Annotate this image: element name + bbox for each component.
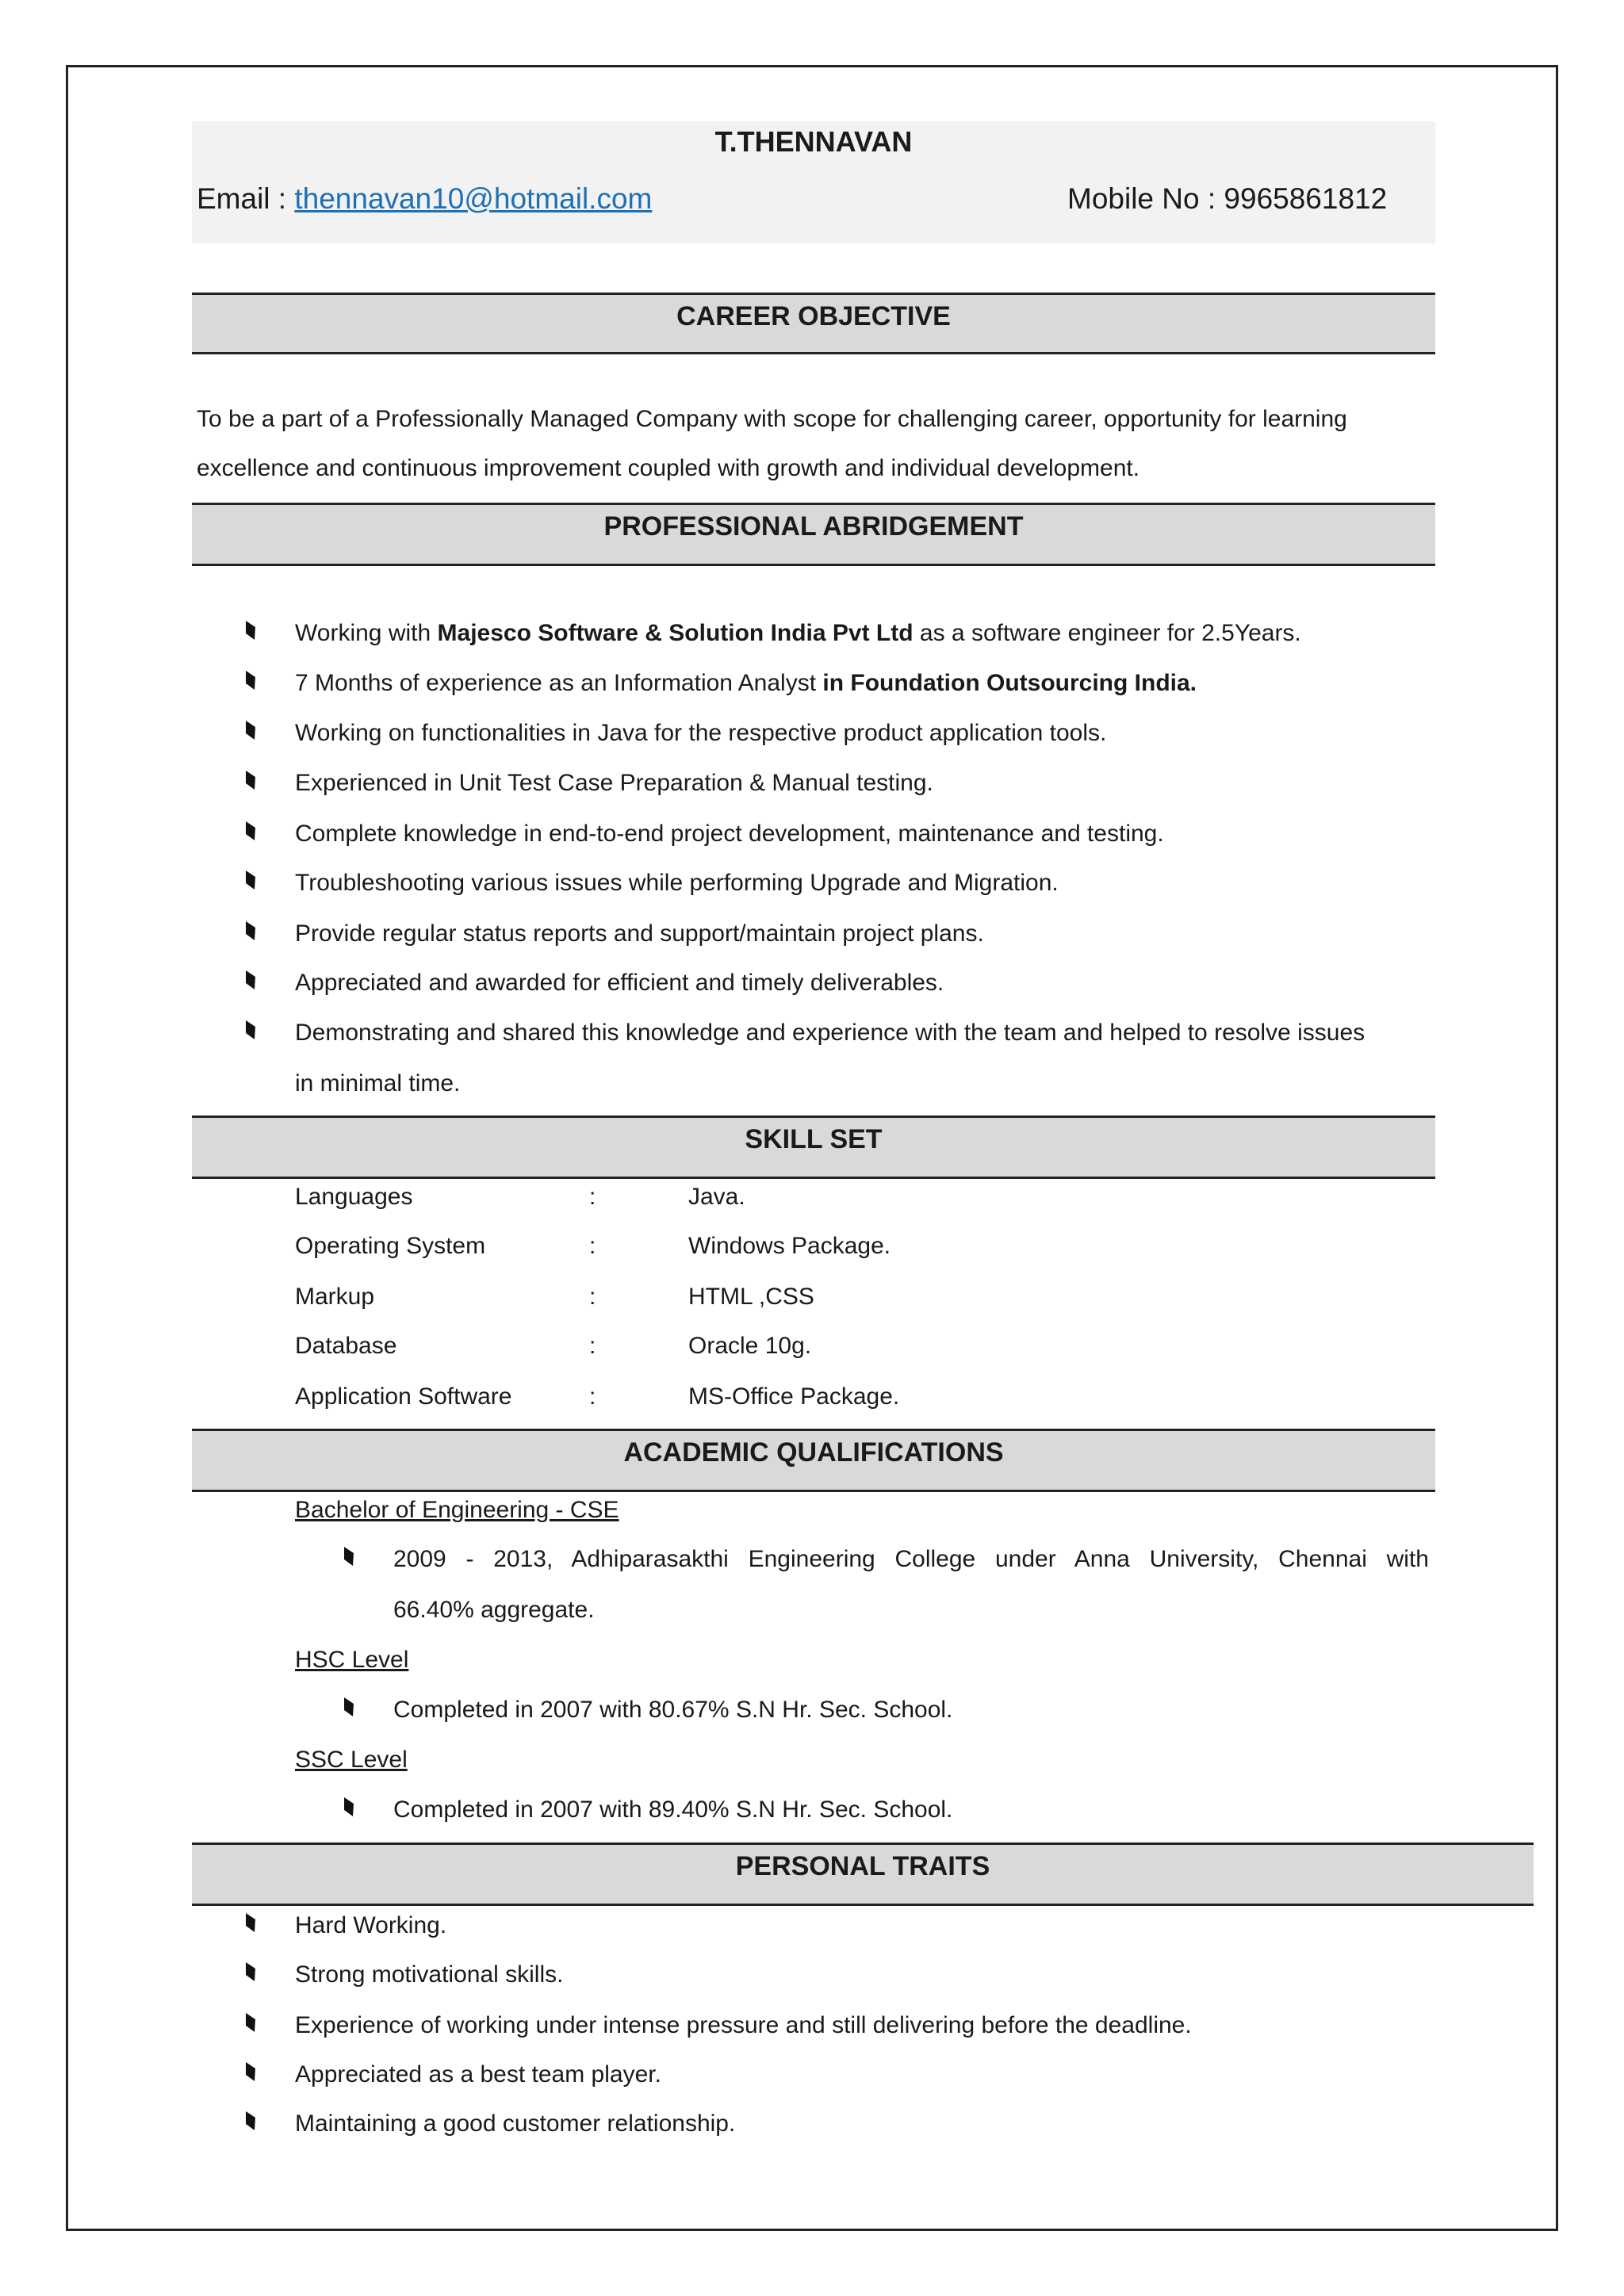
section-title: SKILL SET xyxy=(745,1124,883,1154)
item-text: 7 Months of experience as an Information Analyst xyxy=(295,670,823,696)
mobile-line xyxy=(1067,182,1387,216)
trait-item: Experience of working under intense pressure and still delivering before the deadline. xyxy=(295,2012,1192,2038)
mobile-number: 9965861812 xyxy=(1224,182,1388,215)
email-line xyxy=(197,182,652,216)
degree-heading: Bachelor of Engineering - CSE xyxy=(295,1497,619,1523)
skill-value: HTML ,CSS xyxy=(688,1284,814,1310)
section-title: PROFESSIONAL ABRIDGEMENT xyxy=(603,511,1024,541)
skill-separator: : xyxy=(589,1184,596,1210)
bullet-icon xyxy=(245,2012,256,2033)
bullet-icon xyxy=(245,920,256,941)
skill-label: Languages xyxy=(295,1184,413,1210)
bullet-icon xyxy=(343,1546,354,1567)
skill-label: Application Software xyxy=(295,1383,512,1410)
trait-item: Hard Working. xyxy=(295,1912,447,1938)
professional-item: Complete knowledge in end-to-end project development, maintenance and testing. xyxy=(295,821,1164,847)
bullet-icon xyxy=(245,670,256,691)
mobile-label: Mobile No : xyxy=(1067,182,1224,215)
professional-item: Appreciated and awarded for efficient and timely deliverables. xyxy=(295,970,944,996)
degree-detail: 2009 - 2013, Adhiparasakthi Engineering College under Anna University, Chennai with xyxy=(393,1546,1429,1572)
section-personal-traits xyxy=(192,1843,1534,1906)
section-academic xyxy=(192,1429,1435,1492)
section-title: PERSONAL TRAITS xyxy=(735,1851,990,1881)
professional-item xyxy=(295,670,1197,697)
ssc-detail: Completed in 2007 with 89.40% S.N Hr. Sec. School. xyxy=(393,1797,953,1823)
objective-line-2: excellence and continuous improvement coupled with growth and individual development. xyxy=(197,455,1140,481)
skill-separator: : xyxy=(589,1383,596,1410)
item-text: as a software engineer for 2.5Years. xyxy=(913,620,1301,646)
professional-item: Provide regular status reports and support/maintain project plans. xyxy=(295,920,984,947)
skill-separator: : xyxy=(589,1233,596,1259)
ssc-heading: SSC Level xyxy=(295,1747,408,1773)
bullet-icon xyxy=(245,620,256,641)
trait-item: Strong motivational skills. xyxy=(295,1961,564,1988)
section-title: ACADEMIC QUALIFICATIONS xyxy=(623,1437,1004,1468)
objective-line-1: To be a part of a Professionally Managed Company with scope for challenging career, opportunity for learning xyxy=(197,406,1347,432)
professional-item xyxy=(295,620,1301,647)
skill-value: Java. xyxy=(688,1184,745,1210)
bullet-icon xyxy=(343,1797,354,1817)
hsc-detail: Completed in 2007 with 80.67% S.N Hr. Sec. School. xyxy=(393,1697,953,1723)
company-name: Majesco Software & Solution India Pvt Ltd xyxy=(437,620,914,646)
professional-item: Troubleshooting various issues while performing Upgrade and Migration. xyxy=(295,870,1059,896)
section-career-objective xyxy=(192,293,1435,354)
skill-label: Operating System xyxy=(295,1233,486,1259)
professional-item: Working on functionalities in Java for the respective product application tools. xyxy=(295,720,1107,746)
candidate-name: T.THENNAVAN xyxy=(714,125,913,158)
bullet-icon xyxy=(245,2061,256,2082)
email-link[interactable]: thennavan10@hotmail.com xyxy=(294,182,653,215)
bullet-icon xyxy=(245,1912,256,1933)
bullet-icon xyxy=(245,870,256,890)
bullet-icon xyxy=(245,2110,256,2131)
professional-item: Experienced in Unit Test Case Preparation & Manual testing. xyxy=(295,770,933,796)
section-skill-set xyxy=(192,1115,1435,1179)
degree-detail-cont: 66.40% aggregate. xyxy=(393,1597,595,1623)
hsc-heading: HSC Level xyxy=(295,1647,409,1673)
trait-item: Maintaining a good customer relationship. xyxy=(295,2110,736,2137)
skill-label: Markup xyxy=(295,1284,375,1310)
email-label: Email : xyxy=(197,182,295,215)
professional-item-cont: in minimal time. xyxy=(295,1070,461,1096)
trait-item: Appreciated as a best team player. xyxy=(295,2061,661,2087)
skill-separator: : xyxy=(589,1284,596,1310)
bullet-icon xyxy=(245,1961,256,1982)
section-professional xyxy=(192,503,1435,566)
company-name: in Foundation Outsourcing India. xyxy=(822,670,1197,696)
professional-item: Demonstrating and shared this knowledge and experience with the team and helped to resolve issues xyxy=(295,1020,1365,1046)
bullet-icon xyxy=(245,770,256,790)
skill-value: Windows Package. xyxy=(688,1233,891,1259)
skill-value: Oracle 10g. xyxy=(688,1333,812,1359)
bullet-icon xyxy=(245,970,256,990)
item-text: Working with xyxy=(295,620,438,646)
skill-value: MS-Office Package. xyxy=(688,1383,900,1410)
skill-label: Database xyxy=(295,1333,397,1359)
section-title: CAREER OBJECTIVE xyxy=(676,301,951,331)
bullet-icon xyxy=(343,1697,354,1717)
bullet-icon xyxy=(245,821,256,841)
bullet-icon xyxy=(245,1020,256,1040)
bullet-icon xyxy=(245,720,256,740)
skill-separator: : xyxy=(589,1333,596,1359)
